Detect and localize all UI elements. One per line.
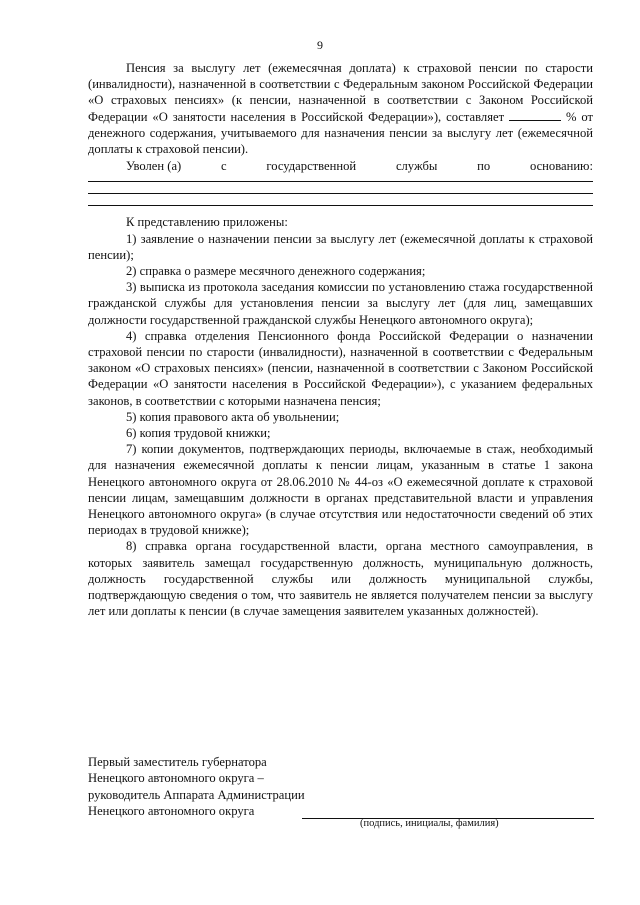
pension-text-after: % от денежного содержания, учитываемого для назначения пенсии за выслугу лет (ежемесячной доплаты к страховой пенсии).	[88, 109, 593, 157]
list-item: 7) копии документов, подтверждающих периоды, включаемые в стаж, необходимый для назначения ежемесячной доплаты к пенсии лицам, указанным в статье 1 закона Ненецкого автономного округа от 28.06.2010 № 44-оз «О ежемесячной доплате к страховой пенсии лицам, замещавшим должности в органах представительной власти и управления Ненецкого автономного округа» (в случае отсутствия или недостаточности сведений об этих периодах в трудовой книжке);	[88, 442, 593, 538]
dismissal-word: основанию:	[529, 159, 593, 174]
percent-blank-field[interactable]	[509, 109, 561, 121]
dismissal-word: государственной	[266, 159, 357, 174]
signature-row	[88, 803, 593, 819]
signatory-title-line: Ненецкого автономного округа –	[88, 771, 264, 786]
signatory-title-line: Ненецкого автономного округа	[88, 804, 255, 819]
attachments-intro: К представлению приложены:	[126, 215, 288, 230]
list-item: 8) справка органа государственной власти, органа местного самоуправления, в которых заявитель замещал государственную должность, муниципальную должность, должность государственной службы или должность муниципальной службы, подтверждающую сведения о том, что заявитель не является получателем пенсии за выслугу лет или доплаты к пенсии (в случае замещения заявителем указанных должностей).	[88, 539, 593, 619]
page-number: 9	[317, 38, 323, 52]
dismissal-reason-line-3[interactable]	[88, 205, 593, 206]
dismissal-word: по	[477, 159, 491, 174]
list-item: 6) копия трудовой книжки;	[126, 426, 271, 441]
dismissal-word: Уволен (а)	[126, 159, 182, 174]
dismissal-reason-line-2[interactable]	[88, 193, 593, 194]
signatory-title-line: руководитель Аппарата Администрации	[88, 787, 305, 802]
dismissal-word: с	[221, 159, 227, 174]
list-item: 2) справка о размере месячного денежного содержания;	[126, 264, 426, 279]
list-item: 1) заявление о назначении пенсии за выслугу лет (ежемесячной доплаты к страховой пенсии);	[88, 231, 593, 262]
dismissal-word: службы	[395, 159, 438, 174]
signature-block	[88, 754, 593, 820]
document-body	[88, 60, 593, 620]
signatory-title-line: Первый заместитель губернатора	[88, 755, 267, 769]
attachments-list	[88, 214, 593, 619]
list-item: 4) справка отделения Пенсионного фонда Российской Федерации о назначении страховой пенсии по старости (инвалидности), назначенной в соответствии с Федеральным законом «О страховых пенсиях» (пенсии, назначенной в соответствии с Законом Российской Федерации «О занятости населения в Российской Федерации»), с указанием федеральных законов, в соответствии с которыми назначена пенсия;	[88, 328, 593, 408]
list-item: 3) выписка из протокола заседания комиссии по установлению стажа государственной гражданской службы для установления пенсии за выслугу лет (для лиц, замещавших должности государственной гражданской службы Ненецкого автономного округа);	[88, 280, 593, 327]
dismissal-line	[88, 158, 593, 174]
pension-paragraph	[88, 60, 593, 157]
signature-caption: (подпись, инициалы, фамилия)	[360, 818, 499, 829]
pension-text-before: Пенсия за выслугу лет (ежемесячная доплата) к страховой пенсии по старости (инвалидности), назначенной в соответствии с Федеральным законом Российской Федерации «О страховых пенсиях» (к пенсии, назначенной в соответствии с Законом Российской Федерации «О занятости населения в Российской Федерации»), составляет	[88, 61, 593, 124]
dismissal-reason-line-1[interactable]	[88, 181, 593, 182]
list-item: 5) копия правового акта об увольнении;	[126, 409, 340, 424]
